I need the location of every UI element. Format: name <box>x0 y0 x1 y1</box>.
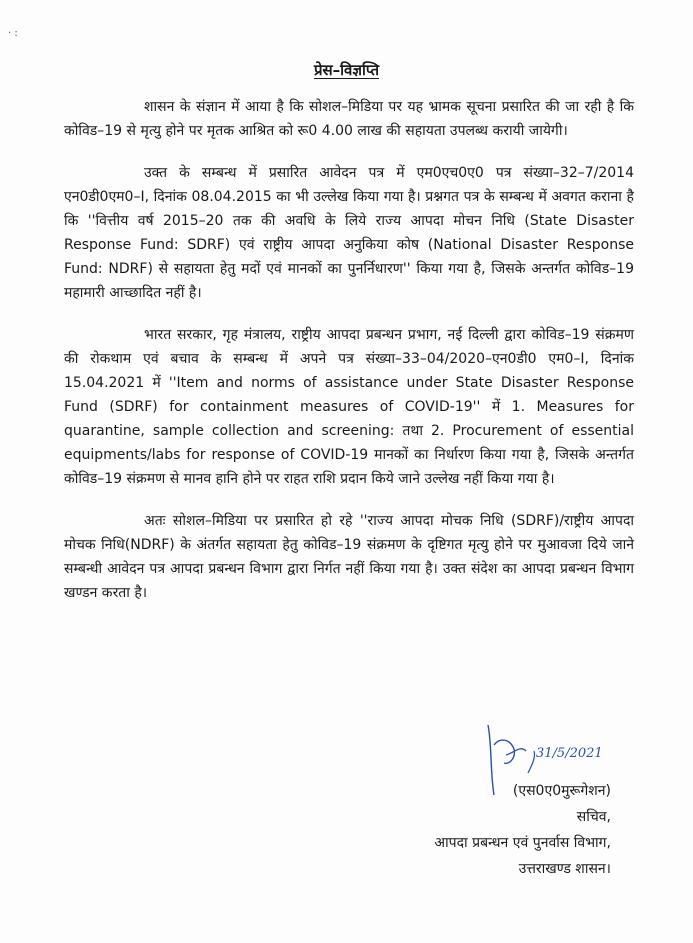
paragraph-1: शासन के संज्ञान में आया है कि सोशल–मिडिया पर यह भ्रामक सूचना प्रसारित की जा रही है कि कोविड–19 से मृत्यु होने पर मृतक आश्रित को रू0 4.00 लाख की सहायता उपलब्ध करायी जायेगी। <box>64 99 634 139</box>
paragraph-2: उक्त के सम्बन्ध में प्रसारित आवेदन पत्र में एम0एच0ए0 पत्र संख्या–32–7/2014 एन0डी0एम0–I, दिनांक 08.04.2015 का भी उल्लेख किया गया है। प्रश्नगत पत्र के सम्बन्ध में अवगत कराना है कि ''वित्तीय वर्ष 2015–20 तक की अवधि के लिये राज्य आपदा मोचन निधि (State Disaster Response Fund: SDRF) एवं राष्ट्रीय आपदा अनुकिया कोष (National Disaster Response Fund: NDRF) से सहायता हेतु मदों एवं मानकों का पुनर्निधारण'' किया गया है, जिसके अन्तर्गत कोविड–19 महामारी आच्छादित नहीं है। <box>64 165 634 301</box>
signature-date: 31/5/2021 <box>536 746 603 761</box>
signatory-title: सचिव, <box>576 809 611 825</box>
signatory-name: (एस0ए0मुरूगेशन) <box>512 783 611 799</box>
government-name: उत्तराखण्ड शासन। <box>518 861 611 877</box>
document-body <box>64 95 634 623</box>
corner-marks: · : <box>8 28 18 39</box>
signatory-block <box>434 778 611 882</box>
paragraph-3: भारत सरकार, गृह मंत्रालय, राष्ट्रीय आपदा प्रबन्धन प्रभाग, नई दिल्ली द्वारा कोविड–19 संक्रमण की रोकथाम एवं बचाव के सम्बन्ध में अपने पत्र संख्या–33–04/2020–एन0डी0 एम0–I, दिनांक 15.04.2021 में ''Item and norms of assistance under State Disaster Response Fund (SDRF) for containment measures of COVID-19'' में 1. Measures for quarantine, sample collection and screening: तथा 2. Procurement of essential equipments/labs for response of COVID-19 मानकों का निर्धारण किया गया है, जिसके अन्तर्गत कोविड–19 संक्रमण से मानव हानि होने पर राहत राशि प्रदान किये जाने उल्लेख नहीं किया गया है। <box>64 327 634 487</box>
title-text: प्रेस–विज्ञप्ति <box>313 61 380 79</box>
paragraph-4: अतः सोशल–मिडिया पर प्रसारित हो रहे ''राज्य आपदा मोचक निधि (SDRF)/राष्ट्रीय आपदा मोचक निधि(NDRF) के अंतर्गत सहायता हेतु कोविड–19 संक्रमण के दृष्टिगत मृत्यु होने पर मुआवजा दिये जाने सम्बन्धी आवेदन पत्र आपदा प्रबन्धन विभाग द्वारा निर्गत नहीं किया गया है। उक्त संदेश का आपदा प्रबन्धन विभाग खण्डन करता है। <box>64 513 634 601</box>
document-title <box>0 60 693 80</box>
department-name: आपदा प्रबन्धन एवं पुनर्वास विभाग, <box>434 835 611 851</box>
